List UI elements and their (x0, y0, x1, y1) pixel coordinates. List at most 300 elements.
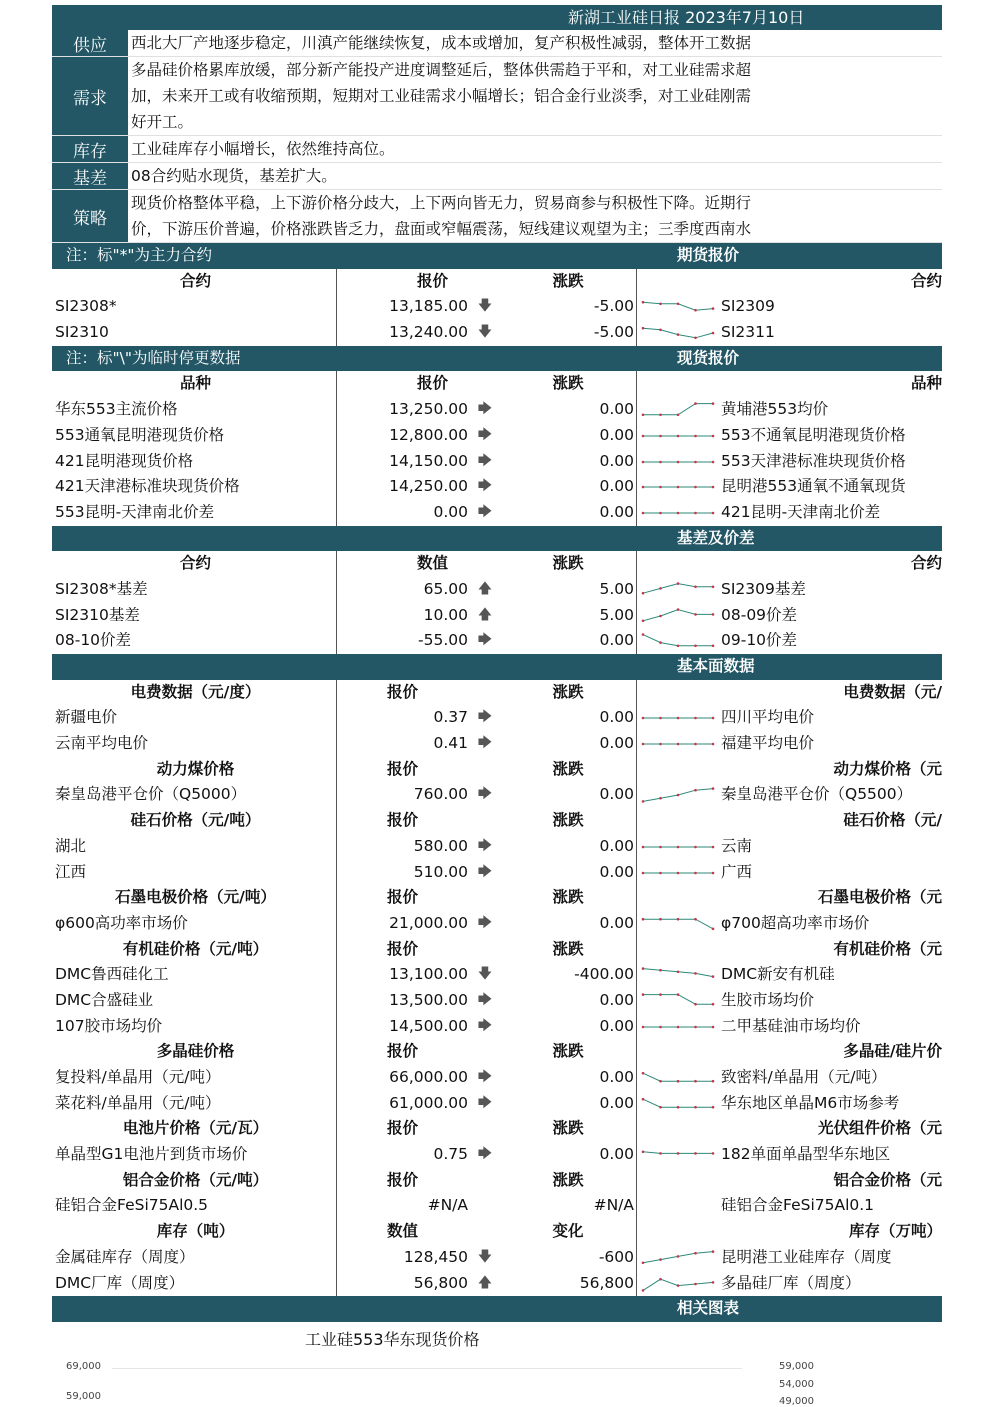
row-value: 13,240.00 (389, 323, 468, 342)
header-spacer (468, 551, 502, 577)
row-name: φ600高功率市场价 (52, 911, 337, 937)
sparkline-point (712, 402, 715, 405)
sparkline-point (659, 846, 662, 849)
arrow-up-icon: 🡅 (477, 606, 493, 623)
table-row (52, 1091, 942, 1117)
header-col-value: 报价 (416, 271, 448, 290)
table-row (52, 603, 942, 629)
sparkline-point (694, 460, 697, 463)
row-right-name: DMC新安有机硅 (721, 965, 835, 984)
sparkline (640, 296, 716, 318)
header-spacer (468, 757, 502, 783)
summary-text (128, 163, 942, 189)
row-change: 0.00 (502, 449, 637, 475)
table-row (52, 988, 942, 1014)
header-col-right: 硅石价格（元/ (843, 811, 942, 830)
summary-label: 供应 (52, 30, 128, 56)
row-value: -55.00 (418, 631, 468, 650)
arrow-right-icon: 🡆 (477, 735, 493, 752)
summary-label: 基差 (52, 163, 128, 189)
row-right-name: 多晶硅厂库（周度） (721, 1273, 861, 1292)
row-value: 128,450 (403, 1247, 468, 1266)
sparkline-point (642, 993, 645, 996)
arrow-right-icon: 🡆 (477, 1094, 493, 1111)
sparkline-point (677, 743, 680, 746)
sparkline-point (712, 332, 715, 335)
header-spacer (468, 1039, 502, 1065)
sparkline-point (659, 486, 662, 489)
band-title: 相关图表 (677, 1299, 740, 1318)
summary-label: 策略 (52, 190, 128, 242)
header-col-name: 动力煤价格 (52, 757, 337, 783)
row-change: #N/A (502, 1193, 637, 1219)
row-right-name: 硅铝合金FeSi75Al0.1 (721, 1196, 875, 1215)
header-spark-spacer (637, 1168, 719, 1194)
row-change: -5.00 (502, 294, 637, 320)
row-right-name: 秦皇岛港平仓价（Q5500） (721, 785, 913, 804)
header-spacer (468, 269, 502, 295)
sparkline-point (659, 435, 662, 438)
summary-block (52, 30, 942, 243)
header-spacer (468, 937, 502, 963)
sparkline-cell (637, 294, 719, 320)
arrow-right-icon (468, 1193, 502, 1219)
sparkline-point (712, 927, 715, 930)
sparkline-point (659, 743, 662, 746)
row-right-name: φ700超高功率市场价 (721, 913, 870, 932)
sparkline-point (677, 1255, 680, 1258)
sparkline-cell (637, 577, 719, 603)
sparkline-point (659, 871, 662, 874)
sparkline-cell (637, 1271, 719, 1297)
row-change: 0.00 (502, 423, 637, 449)
sparkline-point (694, 743, 697, 746)
sparkline-cell (637, 1193, 719, 1219)
band-title: 基差及价差 (677, 528, 755, 547)
row-right-name: SI2309基差 (721, 579, 806, 598)
header-spacer (468, 1168, 502, 1194)
header-spacer (468, 808, 502, 834)
sparkline-cell (637, 834, 719, 860)
header-col-name: 多晶硅价格 (52, 1039, 337, 1065)
header-col-value: 报价 (386, 939, 418, 958)
summary-line: 价，下游压价普遍，价格涨跌皆乏力，盘面或窄幅震荡，短线建议观望为主；三季度西南水 (131, 220, 752, 238)
sparkline (640, 836, 716, 858)
sparkline-point (694, 512, 697, 515)
header-col-value: 报价 (386, 1170, 418, 1189)
header-spark-spacer (637, 937, 719, 963)
sparkline-path (643, 609, 713, 620)
sparkline-point (677, 303, 680, 306)
sparkline-point (642, 871, 645, 874)
sparkline-point (677, 918, 680, 921)
summary-row-0 (52, 30, 942, 57)
sparkline-path (643, 584, 713, 594)
table-header (52, 808, 942, 834)
sparkline-cell (637, 628, 719, 654)
sparkline-point (694, 789, 697, 792)
table-row (52, 860, 942, 886)
row-change: 0.00 (502, 1091, 637, 1117)
row-value: 14,250.00 (389, 477, 468, 496)
sparkline (640, 1016, 716, 1038)
sparkline-point (642, 717, 645, 720)
header-spacer (468, 680, 502, 706)
row-name: SI2308*基差 (52, 577, 337, 603)
sparkline-point (677, 1284, 680, 1287)
sparkline-point (642, 1151, 645, 1154)
summary-line: 西北大厂产地逐步稳定，川滇产能继续恢复，成本或增加，复产积极性减弱，整体开工数据 (131, 34, 752, 52)
row-name: SI2310基差 (52, 603, 337, 629)
table-row (52, 423, 942, 449)
row-change: 0.00 (502, 1142, 637, 1168)
sparkline-cell (637, 988, 719, 1014)
sparkline-point (694, 645, 697, 648)
sparkline-point (712, 1003, 715, 1006)
header-col-change: 涨跌 (502, 1168, 637, 1194)
sparkline-point (642, 592, 645, 595)
sparkline (640, 476, 716, 498)
table-row (52, 705, 942, 731)
table-row (52, 1245, 942, 1271)
row-right-name: 08-09价差 (721, 605, 798, 624)
sparkline-point (712, 976, 715, 979)
sparkline-point (659, 1152, 662, 1155)
sparkline-cell (637, 911, 719, 937)
summary-line: 08合约贴水现货，基差扩大。 (131, 167, 337, 185)
sparkline-point (659, 918, 662, 921)
row-name: DMC厂库（周度） (52, 1271, 337, 1297)
header-col-value: 报价 (386, 759, 418, 778)
arrow-right-icon: 🡆 (477, 426, 493, 443)
sparkline-point (659, 642, 662, 645)
sparkline-point (677, 582, 680, 585)
row-right-name: 昆明港553通氧不通氧现货 (721, 477, 906, 496)
row-value: 14,150.00 (389, 451, 468, 470)
header-col-right: 电费数据（元/ (843, 682, 942, 701)
sparkline (640, 1093, 716, 1115)
row-value: 56,800 (413, 1273, 468, 1292)
chart-left-tick-2: 59,000 (66, 1391, 101, 1402)
sparkline (640, 913, 716, 935)
row-name: 单晶型G1电池片到货市场价 (52, 1142, 337, 1168)
sparkline-point (642, 327, 645, 330)
row-value: 580.00 (413, 836, 468, 855)
sparkline (640, 425, 716, 447)
sparkline-point (712, 308, 715, 311)
sparkline-point (712, 717, 715, 720)
arrow-right-icon: 🡆 (477, 401, 493, 418)
header-spark-spacer (637, 1219, 719, 1245)
sparkline (640, 630, 716, 652)
header-col-right: 库存（万吨） (848, 1222, 942, 1241)
row-value: 65.00 (423, 579, 468, 598)
header-spacer (468, 1219, 502, 1245)
sparkline-point (694, 1106, 697, 1109)
sparkline-point (659, 1277, 662, 1280)
row-name: 复投料/单晶用（元/吨） (52, 1065, 337, 1091)
sparkline-point (694, 486, 697, 489)
header-col-change: 涨跌 (502, 808, 637, 834)
header-spark-spacer (637, 885, 719, 911)
section-band-2 (52, 526, 942, 552)
summary-line: 好开工。 (131, 113, 194, 131)
arrow-right-icon: 🡆 (477, 1146, 493, 1163)
sparkline-point (659, 460, 662, 463)
table-header (52, 1039, 942, 1065)
summary-row-2 (52, 136, 942, 163)
row-right-name: 黄埔港553均价 (721, 400, 829, 419)
tables-block (52, 243, 942, 1322)
sparkline-point (659, 414, 662, 417)
table-header (52, 1168, 942, 1194)
arrow-right-icon: 🡆 (477, 837, 493, 854)
header-spark-spacer (637, 551, 719, 577)
sparkline-point (677, 460, 680, 463)
header-col-name: 电池片价格（元/瓦） (52, 1116, 337, 1142)
header-spark-spacer (637, 757, 719, 783)
arrow-right-icon: 🡆 (477, 863, 493, 880)
sparkline-point (712, 1106, 715, 1109)
sparkline (640, 399, 716, 421)
report-sheet (52, 5, 942, 1403)
sparkline-point (694, 918, 697, 921)
chart-right-tick-3: 49,000 (779, 1396, 814, 1407)
sparkline-point (642, 414, 645, 417)
sparkline-point (659, 587, 662, 590)
sparkline-point (659, 797, 662, 800)
row-right-name: 553不通氧昆明港现货价格 (721, 425, 906, 444)
sparkline-point (677, 414, 680, 417)
summary-line: 加，未来开工或有收缩预期，短期对工业硅需求小幅增长；铝合金行业淡季，对工业硅刚需 (131, 87, 752, 105)
sparkline-point (712, 871, 715, 874)
header-col-name: 合约 (52, 269, 337, 295)
sparkline (640, 990, 716, 1012)
row-change: 0.00 (502, 628, 637, 654)
row-name: 湖北 (52, 834, 337, 860)
sparkline-point (694, 585, 697, 588)
sparkline-path (643, 404, 713, 415)
sparkline (640, 1247, 716, 1269)
sparkline-point (659, 614, 662, 617)
sparkline (640, 964, 716, 986)
row-name: 金属硅库存（周度） (52, 1245, 337, 1271)
header-col-change: 涨跌 (502, 937, 637, 963)
sparkline-point (642, 460, 645, 463)
row-name: 华东553主流价格 (52, 397, 337, 423)
header-col-name: 石墨电极价格（元/吨） (52, 885, 337, 911)
arrow-right-icon: 🡆 (477, 1017, 493, 1034)
sparkline-path (643, 995, 713, 1005)
table-row (52, 294, 942, 320)
row-right-name: 昆明港工业硅库存（周度 (721, 1247, 892, 1266)
header-spark-spacer (637, 269, 719, 295)
row-change: 0.00 (502, 731, 637, 757)
row-name: DMC鲁西硅化工 (52, 962, 337, 988)
table-row (52, 500, 942, 526)
sparkline-cell (637, 1142, 719, 1168)
band-note (52, 526, 652, 552)
row-change: 0.00 (502, 988, 637, 1014)
header-col-change: 涨跌 (502, 1116, 637, 1142)
sparkline-point (642, 634, 645, 637)
header-col-value: 报价 (386, 682, 418, 701)
summary-line: 工业硅库存小幅增长，依然维持高位。 (131, 140, 395, 158)
sparkline-point (659, 1025, 662, 1028)
sparkline-point (677, 486, 680, 489)
sparkline-point (694, 846, 697, 849)
sparkline-cell (637, 1091, 719, 1117)
row-name: 秦皇岛港平仓价（Q5000） (52, 782, 337, 808)
sparkline (640, 707, 716, 729)
arrow-down-icon: 🡇 (477, 966, 493, 983)
sparkline-cell (637, 731, 719, 757)
sparkline-cell (637, 320, 719, 346)
sparkline-point (659, 1258, 662, 1261)
row-change: 0.00 (502, 911, 637, 937)
row-name: 新疆电价 (52, 705, 337, 731)
row-change: 56,800 (502, 1271, 637, 1297)
row-change: 0.00 (502, 1065, 637, 1091)
sparkline-cell (637, 1065, 719, 1091)
summary-text (128, 30, 942, 56)
header-spark-spacer (637, 808, 719, 834)
header-col-change: 涨跌 (502, 1039, 637, 1065)
arrow-right-icon: 🡆 (477, 1069, 493, 1085)
summary-text (128, 57, 942, 135)
header-col-right: 品种 (910, 374, 942, 393)
sparkline-point (712, 460, 715, 463)
sparkline-point (694, 1080, 697, 1083)
sparkline-point (642, 1261, 645, 1264)
sparkline-point (642, 1289, 645, 1292)
sparkline-point (677, 717, 680, 720)
row-right-name: 致密料/单晶用（元/吨） (721, 1068, 887, 1086)
table-row (52, 911, 942, 937)
table-header (52, 269, 942, 295)
header-col-name: 硅石价格（元/吨） (52, 808, 337, 834)
sparkline-point (677, 512, 680, 515)
sparkline-point (642, 619, 645, 622)
header-col-name: 铝合金价格（元/吨） (52, 1168, 337, 1194)
sparkline-point (712, 1152, 715, 1155)
sparkline-cell (637, 1245, 719, 1271)
row-value: 0.75 (433, 1145, 468, 1164)
sparkline-point (712, 743, 715, 746)
band-note: 注：标"*"为主力合约 (66, 246, 213, 264)
arrow-right-icon: 🡆 (477, 478, 493, 495)
sparkline-path (643, 919, 713, 929)
sparkline-point (712, 435, 715, 438)
band-title: 基本面数据 (677, 657, 755, 675)
row-change: 0.00 (502, 1014, 637, 1040)
header-col-right: 光伏组件价格（元 (817, 1119, 942, 1138)
summary-text (128, 190, 942, 242)
sparkline (640, 1195, 716, 1217)
row-change: -400.00 (502, 962, 637, 988)
arrow-up-icon: 🡅 (477, 580, 493, 597)
row-right-name: 421昆明-天津南北价差 (721, 502, 881, 521)
sparkline-point (677, 608, 680, 611)
band-title: 期货报价 (677, 246, 740, 264)
table-row (52, 577, 942, 603)
row-change: 0.00 (502, 860, 637, 886)
row-right-name: SI2309 (721, 297, 775, 316)
chart-title: 工业硅553华东现货价格 (305, 1330, 480, 1349)
row-value: 0.41 (433, 734, 468, 753)
row-name: 107胶市场均价 (52, 1014, 337, 1040)
arrow-right-icon: 🡆 (477, 503, 493, 520)
sparkline-cell (637, 782, 719, 808)
table-row (52, 628, 942, 654)
row-name: 硅铝合金FeSi75Al0.5 (52, 1193, 337, 1219)
row-name: 云南平均电价 (52, 731, 337, 757)
row-name: 421昆明港现货价格 (52, 449, 337, 475)
header-col-change: 涨跌 (502, 551, 637, 577)
row-value: 13,250.00 (389, 400, 468, 419)
report-title: 新湖工业硅日报 2023年7月10日 (568, 8, 805, 27)
row-right-name: 福建平均电价 (721, 734, 815, 753)
header-col-right: 有机硅价格（元 (833, 939, 942, 958)
band-note: 注：标"\"为临时停更数据 (66, 348, 241, 367)
header-col-name: 库存（吨） (52, 1219, 337, 1245)
row-name: 553通氧昆明港现货价格 (52, 423, 337, 449)
sparkline-point (642, 846, 645, 849)
arrow-right-icon: 🡆 (477, 452, 493, 469)
sparkline-point (642, 1072, 645, 1075)
table-row (52, 474, 942, 500)
sparkline (640, 1067, 716, 1089)
fundamentals-band (52, 654, 942, 680)
sparkline (640, 784, 716, 806)
sparkline-cell (637, 423, 719, 449)
sparkline-point (677, 435, 680, 438)
header-spacer (468, 1116, 502, 1142)
header-col-name: 品种 (52, 371, 337, 397)
sparkline-point (694, 309, 697, 312)
row-right-name: 四川平均电价 (721, 708, 815, 727)
header-col-change: 涨跌 (502, 885, 637, 911)
header-col-value: 报价 (386, 888, 418, 907)
row-change: -5.00 (502, 320, 637, 346)
sparkline-cell (637, 397, 719, 423)
sparkline-point (712, 512, 715, 515)
summary-line: 多晶硅价格累库放缓，部分新产能投产进度调整延后，整体供需趋于平和，对工业硅需求超 (131, 61, 752, 79)
sparkline-point (659, 1080, 662, 1083)
row-name: 菜花料/单晶用（元/吨） (52, 1091, 337, 1117)
table-header (52, 371, 942, 397)
sparkline (640, 579, 716, 601)
header-col-name: 电费数据（元/度） (52, 680, 337, 706)
header-col-value: 数值 (416, 554, 448, 573)
arrow-right-icon: 🡆 (477, 991, 493, 1008)
row-value: 10.00 (423, 605, 468, 624)
row-name: DMC合盛硅业 (52, 988, 337, 1014)
table-header (52, 885, 942, 911)
sparkline-point (694, 1025, 697, 1028)
row-change: 0.00 (502, 834, 637, 860)
row-name: SI2308* (52, 294, 337, 320)
sparkline-point (694, 1152, 697, 1155)
sparkline-point (712, 1281, 715, 1284)
header-col-name: 合约 (52, 551, 337, 577)
row-right-name: 182单面单晶型华东地区 (721, 1145, 891, 1164)
row-right-name: 生胶市场均价 (721, 990, 815, 1009)
table-header (52, 1219, 942, 1245)
sparkline-point (694, 1003, 697, 1006)
header-spacer (468, 885, 502, 911)
header-col-change: 涨跌 (502, 269, 637, 295)
